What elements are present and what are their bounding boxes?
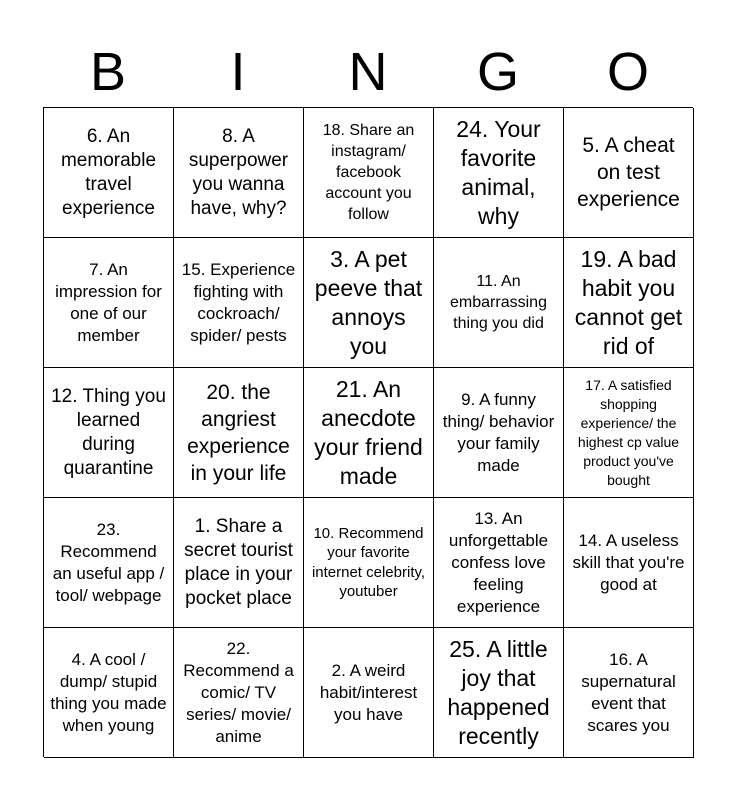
bingo-cell[interactable]	[44, 498, 174, 628]
cell-text: 16. A supernatural event that scares you	[581, 649, 676, 735]
bingo-cell[interactable]	[174, 498, 304, 628]
bingo-cell[interactable]	[174, 368, 304, 498]
bingo-cell[interactable]	[174, 238, 304, 368]
bingo-cell[interactable]	[434, 628, 564, 758]
cell-text: 3. A pet peeve that annoys you	[314, 245, 423, 359]
bingo-cell[interactable]	[304, 368, 434, 498]
cell-text: 5. A cheat on test experience	[577, 134, 680, 211]
cell-text: 14. A useless skill that you're good at	[572, 530, 685, 594]
cell-text: 15. Experience fighting with cockroach/ spider/ pests	[181, 259, 296, 345]
cell-text: 24. Your favorite animal, why	[456, 115, 541, 229]
header-letter-b: B	[89, 42, 127, 102]
bingo-cell[interactable]	[564, 238, 694, 368]
bingo-cell[interactable]	[434, 108, 564, 238]
bingo-cell[interactable]	[44, 108, 174, 238]
bingo-cell[interactable]	[434, 238, 564, 368]
bingo-cell[interactable]	[564, 498, 694, 628]
bingo-cell[interactable]	[174, 628, 304, 758]
bingo-cell[interactable]	[564, 368, 694, 498]
bingo-cell[interactable]	[304, 498, 434, 628]
cell-text: 12. Thing you learned during quarantine	[51, 385, 166, 479]
cell-text: 18. Share an instagram/ facebook account you follow	[322, 122, 415, 223]
bingo-cell[interactable]	[44, 368, 174, 498]
bingo-cell[interactable]	[304, 628, 434, 758]
bingo-cell[interactable]	[304, 238, 434, 368]
bingo-cell[interactable]	[174, 108, 304, 238]
bingo-cell[interactable]	[44, 628, 174, 758]
cell-text: 21. An anecdote your friend made	[314, 375, 423, 489]
cell-text: 17. A satisfied shopping experience/ the highest cp value product you've bought	[577, 376, 680, 488]
cell-text: 9. A funny thing/ behavior your family made	[442, 389, 555, 475]
bingo-cell[interactable]	[564, 108, 694, 238]
header-letter-i: I	[230, 42, 246, 102]
bingo-cell[interactable]	[434, 368, 564, 498]
bingo-cell[interactable]	[304, 108, 434, 238]
cell-text: 4. A cool / dump/ stupid thing you made when young	[50, 649, 167, 735]
cell-text: 11. An embarrassing thing you did	[450, 273, 547, 332]
bingo-cell[interactable]	[434, 498, 564, 628]
cell-text: 23. Recommend an useful app / tool/ webpage	[52, 519, 165, 605]
bingo-grid	[43, 107, 693, 757]
header-letter-n: N	[348, 42, 388, 102]
bingo-cell[interactable]	[564, 628, 694, 758]
cell-text: 2. A weird habit/interest you have	[319, 660, 418, 724]
cell-text: 13. An unforgettable confess love feeling experience	[448, 508, 549, 616]
cell-text: 20. the angriest experience in your life	[187, 380, 290, 485]
header-letter-g: G	[476, 42, 519, 102]
cell-text: 7. An impression for one of our member	[55, 259, 162, 345]
header-letter-o: O	[606, 42, 649, 102]
cell-text: 10. Recommend your favorite internet celebrity, youtuber	[311, 524, 426, 600]
cell-text: 8. A superpower you wanna have, why?	[188, 125, 289, 219]
cell-text: 1. Share a secret tourist place in your pocket place	[184, 515, 293, 609]
cell-text: 6. An memorable travel experience	[60, 125, 157, 219]
cell-text: 22. Recommend a comic/ TV series/ movie/ anime	[183, 638, 294, 746]
bingo-cell[interactable]	[44, 238, 174, 368]
cell-text: 25. A little joy that happened recently	[447, 635, 550, 749]
bingo-header	[43, 36, 693, 108]
cell-text: 19. A bad habit you cannot get rid of	[574, 245, 683, 359]
